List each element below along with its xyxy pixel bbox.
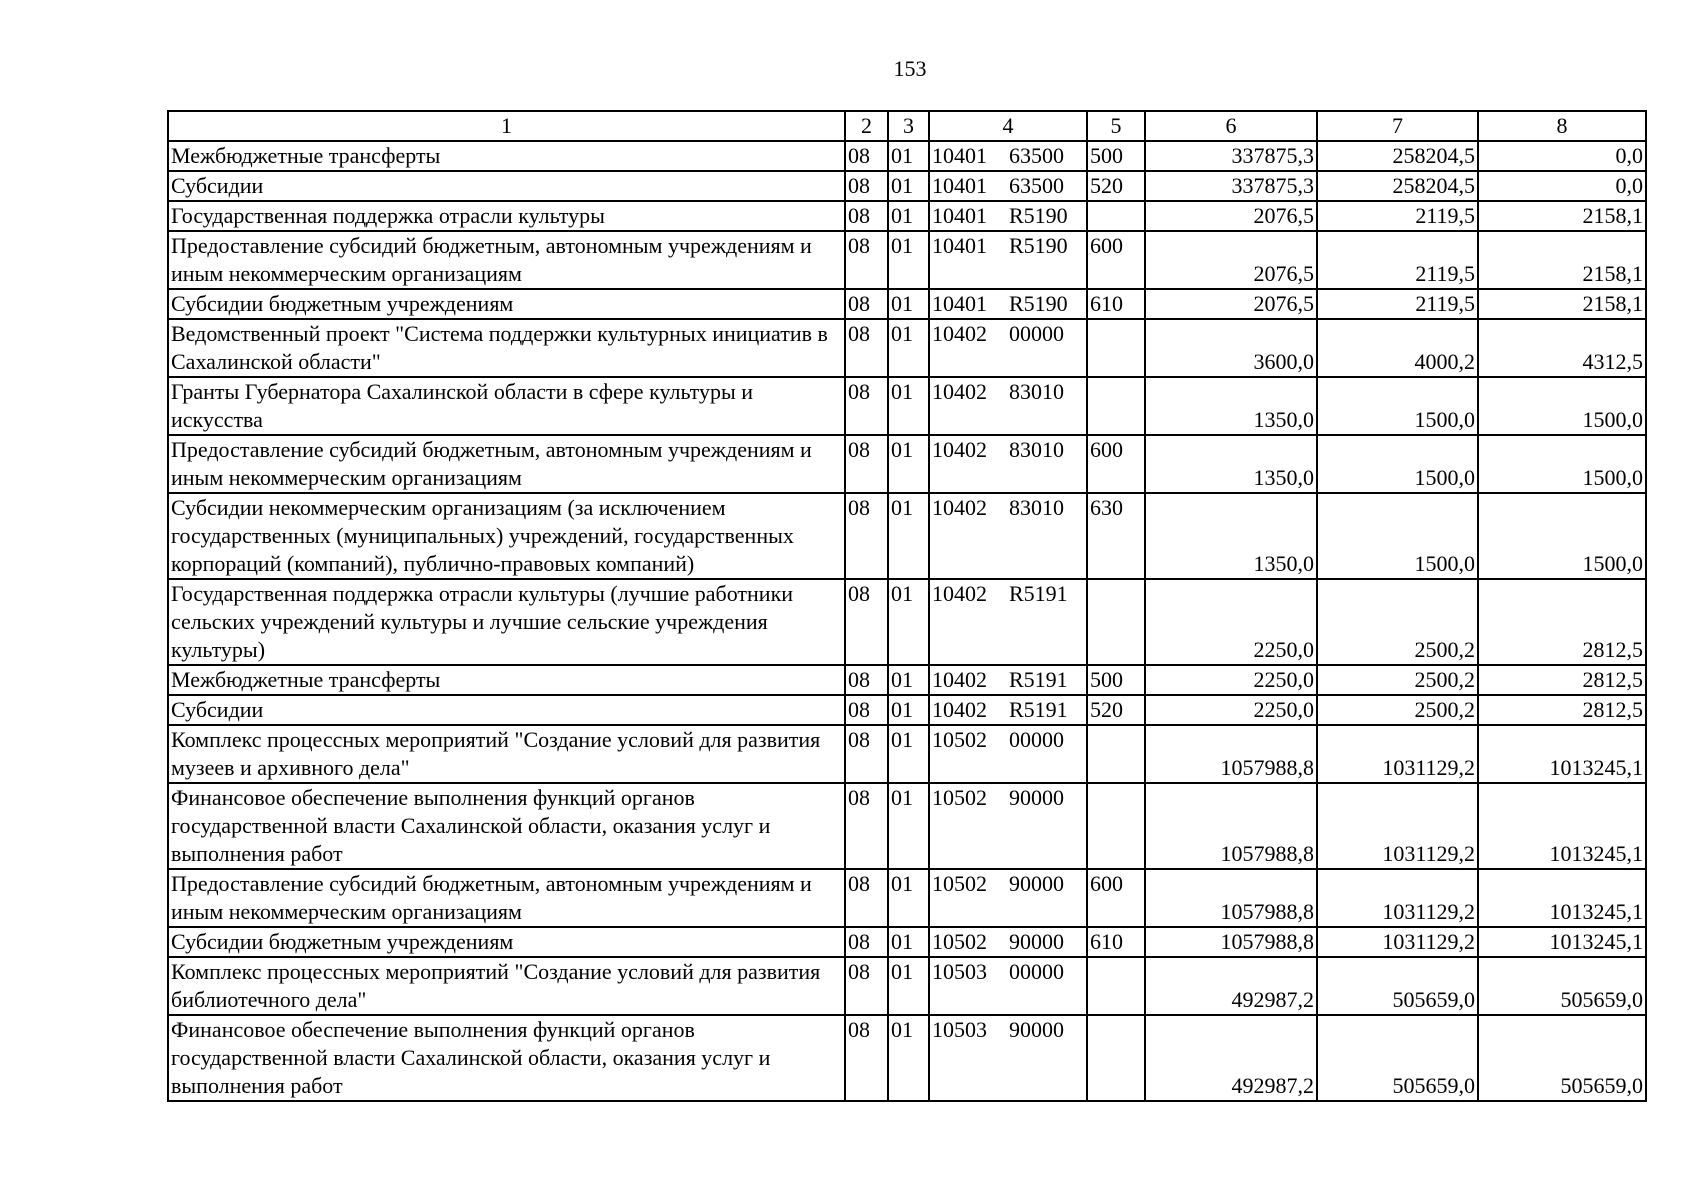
amount-col8: 2158,1 — [1478, 201, 1646, 231]
table-row — [168, 665, 1646, 695]
subsection-code: 01 — [888, 695, 929, 725]
expense-type-code: 610 — [1087, 927, 1145, 957]
amount-col7: 505659,0 — [1317, 957, 1478, 1015]
amount-col6: 1350,0 — [1145, 493, 1317, 579]
expense-type-code: 630 — [1087, 493, 1145, 579]
amount-col6: 1057988,8 — [1145, 927, 1317, 957]
subsection-code: 01 — [888, 783, 929, 869]
program-code-part: 10402 — [932, 437, 987, 462]
table-row — [168, 289, 1646, 319]
subsection-code: 01 — [888, 869, 929, 927]
amount-col7: 2119,5 — [1317, 201, 1478, 231]
amount-col6: 337875,3 — [1145, 171, 1317, 201]
expense-type-code: 610 — [1087, 289, 1145, 319]
direction-code-part: R5190 — [1009, 233, 1068, 258]
expense-type-code: 500 — [1087, 665, 1145, 695]
expense-type-code: 600 — [1087, 435, 1145, 493]
amount-col7: 1500,0 — [1317, 377, 1478, 435]
subsection-code: 01 — [888, 171, 929, 201]
direction-code-part: R5191 — [1009, 697, 1068, 722]
direction-code-part: 83010 — [1009, 495, 1064, 520]
expense-type-code — [1087, 725, 1145, 783]
row-name: Финансовое обеспечение выполнения функций органов государственной власти Сахалинской области, оказания услуг и выполнения работ — [168, 783, 845, 869]
direction-code-part: 63500 — [1009, 143, 1064, 168]
row-name: Финансовое обеспечение выполнения функций органов государственной власти Сахалинской области, оказания услуг и выполнения работ — [168, 1015, 845, 1101]
subsection-code: 01 — [888, 319, 929, 377]
program-code-part: 10402 — [932, 581, 987, 606]
subsection-code: 01 — [888, 377, 929, 435]
row-name: Предоставление субсидий бюджетным, автономным учреждениям и иным некоммерческим организациям — [168, 869, 845, 927]
amount-col8: 1013245,1 — [1478, 783, 1646, 869]
amount-col6: 2250,0 — [1145, 695, 1317, 725]
row-name: Гранты Губернатора Сахалинской области в сфере культуры и искусства — [168, 377, 845, 435]
amount-col7: 258204,5 — [1317, 171, 1478, 201]
program-code-part: 10401 — [932, 143, 987, 168]
amount-col6: 2076,5 — [1145, 231, 1317, 289]
section-code: 08 — [845, 231, 888, 289]
header-row — [168, 111, 1646, 141]
direction-code-part: 90000 — [1009, 785, 1064, 810]
amount-col6: 2076,5 — [1145, 289, 1317, 319]
amount-col6: 2250,0 — [1145, 579, 1317, 665]
program-code — [929, 141, 1087, 171]
table-row — [168, 725, 1646, 783]
table-row — [168, 319, 1646, 377]
amount-col7: 1031129,2 — [1317, 725, 1478, 783]
program-code — [929, 927, 1087, 957]
direction-code-part: R5191 — [1009, 667, 1068, 692]
program-code-part: 10502 — [932, 871, 987, 896]
row-name: Межбюджетные трансферты — [168, 141, 845, 171]
amount-col7: 1031129,2 — [1317, 927, 1478, 957]
section-code: 08 — [845, 141, 888, 171]
amount-col6: 492987,2 — [1145, 1015, 1317, 1101]
program-code-part: 10503 — [932, 959, 987, 984]
program-code-part: 10401 — [932, 291, 987, 316]
row-name: Субсидии — [168, 171, 845, 201]
amount-col6: 1057988,8 — [1145, 783, 1317, 869]
section-code: 08 — [845, 171, 888, 201]
subsection-code: 01 — [888, 1015, 929, 1101]
header-cell: 2 — [845, 111, 888, 141]
program-code-part: 10402 — [932, 495, 987, 520]
table-row — [168, 201, 1646, 231]
row-name: Ведомственный проект "Система поддержки культурных инициатив в Сахалинской области" — [168, 319, 845, 377]
table-row — [168, 695, 1646, 725]
amount-col7: 4000,2 — [1317, 319, 1478, 377]
expense-type-code: 520 — [1087, 695, 1145, 725]
direction-code-part: 00000 — [1009, 727, 1064, 752]
subsection-code: 01 — [888, 289, 929, 319]
table-row — [168, 957, 1646, 1015]
expense-type-code — [1087, 579, 1145, 665]
expense-type-code — [1087, 1015, 1145, 1101]
header-cell: 5 — [1087, 111, 1145, 141]
budget-table — [167, 110, 1647, 1102]
subsection-code: 01 — [888, 201, 929, 231]
program-code — [929, 231, 1087, 289]
section-code: 08 — [845, 927, 888, 957]
row-name: Предоставление субсидий бюджетным, автономным учреждениям и иным некоммерческим организациям — [168, 435, 845, 493]
program-code — [929, 695, 1087, 725]
subsection-code: 01 — [888, 141, 929, 171]
section-code: 08 — [845, 783, 888, 869]
direction-code-part: 63500 — [1009, 173, 1064, 198]
subsection-code: 01 — [888, 493, 929, 579]
amount-col7: 1500,0 — [1317, 493, 1478, 579]
program-code — [929, 957, 1087, 1015]
table-row — [168, 435, 1646, 493]
amount-col8: 505659,0 — [1478, 1015, 1646, 1101]
direction-code-part: 90000 — [1009, 871, 1064, 896]
row-name: Субсидии бюджетным учреждениям — [168, 927, 845, 957]
program-code — [929, 579, 1087, 665]
direction-code-part: R5190 — [1009, 203, 1068, 228]
header-cell: 8 — [1478, 111, 1646, 141]
subsection-code: 01 — [888, 957, 929, 1015]
amount-col7: 1031129,2 — [1317, 783, 1478, 869]
section-code: 08 — [845, 1015, 888, 1101]
table-row — [168, 783, 1646, 869]
program-code — [929, 289, 1087, 319]
program-code — [929, 435, 1087, 493]
expense-type-code — [1087, 319, 1145, 377]
section-code: 08 — [845, 201, 888, 231]
amount-col8: 0,0 — [1478, 141, 1646, 171]
expense-type-code — [1087, 377, 1145, 435]
amount-col8: 2812,5 — [1478, 665, 1646, 695]
amount-col7: 2500,2 — [1317, 665, 1478, 695]
header-cell: 7 — [1317, 111, 1478, 141]
row-name: Субсидии некоммерческим организациям (за исключением государственных (муниципальных) учреждений, государственных корпораций (компаний), публично-правовых компаний) — [168, 493, 845, 579]
amount-col8: 1500,0 — [1478, 493, 1646, 579]
section-code: 08 — [845, 869, 888, 927]
row-name: Государственная поддержка отрасли культуры (лучшие работники сельских учреждений культуры и лучшие сельские учреждения культуры) — [168, 579, 845, 665]
program-code-part: 10402 — [932, 697, 987, 722]
table-row — [168, 579, 1646, 665]
direction-code-part: 90000 — [1009, 929, 1064, 954]
amount-col8: 4312,5 — [1478, 319, 1646, 377]
program-code-part: 10402 — [932, 321, 987, 346]
expense-type-code: 600 — [1087, 869, 1145, 927]
subsection-code: 01 — [888, 665, 929, 695]
expense-type-code — [1087, 957, 1145, 1015]
program-code — [929, 319, 1087, 377]
program-code-part: 10401 — [932, 173, 987, 198]
amount-col8: 1013245,1 — [1478, 725, 1646, 783]
page-number: 153 — [893, 56, 927, 81]
amount-col8: 2812,5 — [1478, 579, 1646, 665]
section-code: 08 — [845, 957, 888, 1015]
row-name: Комплекс процессных мероприятий "Создание условий для развития музеев и архивного дела" — [168, 725, 845, 783]
program-code — [929, 783, 1087, 869]
program-code — [929, 377, 1087, 435]
header-cell: 3 — [888, 111, 929, 141]
amount-col6: 492987,2 — [1145, 957, 1317, 1015]
table-row — [168, 493, 1646, 579]
program-code-part: 10502 — [932, 727, 987, 752]
table-row — [168, 231, 1646, 289]
program-code-part: 10502 — [932, 929, 987, 954]
program-code — [929, 1015, 1087, 1101]
program-code — [929, 725, 1087, 783]
amount-col8: 2158,1 — [1478, 289, 1646, 319]
amount-col6: 1350,0 — [1145, 435, 1317, 493]
expense-type-code: 500 — [1087, 141, 1145, 171]
amount-col7: 2500,2 — [1317, 579, 1478, 665]
amount-col7: 1031129,2 — [1317, 869, 1478, 927]
section-code: 08 — [845, 665, 888, 695]
row-name: Предоставление субсидий бюджетным, автономным учреждениям и иным некоммерческим организациям — [168, 231, 845, 289]
table-row — [168, 171, 1646, 201]
subsection-code: 01 — [888, 435, 929, 493]
amount-col6: 337875,3 — [1145, 141, 1317, 171]
amount-col6: 3600,0 — [1145, 319, 1317, 377]
program-code — [929, 171, 1087, 201]
expense-type-code: 600 — [1087, 231, 1145, 289]
header-cell: 1 — [168, 111, 845, 141]
table-row — [168, 927, 1646, 957]
section-code: 08 — [845, 319, 888, 377]
expense-type-code: 520 — [1087, 171, 1145, 201]
table-row — [168, 869, 1646, 927]
table-row — [168, 141, 1646, 171]
subsection-code: 01 — [888, 927, 929, 957]
direction-code-part: 90000 — [1009, 1017, 1064, 1042]
program-code — [929, 493, 1087, 579]
table-row — [168, 377, 1646, 435]
section-code: 08 — [845, 493, 888, 579]
direction-code-part: 00000 — [1009, 321, 1064, 346]
program-code-part: 10502 — [932, 785, 987, 810]
section-code: 08 — [845, 695, 888, 725]
amount-col8: 505659,0 — [1478, 957, 1646, 1015]
direction-code-part: 83010 — [1009, 437, 1064, 462]
amount-col8: 1500,0 — [1478, 435, 1646, 493]
header-cell: 6 — [1145, 111, 1317, 141]
amount-col6: 2250,0 — [1145, 665, 1317, 695]
program-code — [929, 869, 1087, 927]
amount-col7: 2119,5 — [1317, 231, 1478, 289]
row-name: Межбюджетные трансферты — [168, 665, 845, 695]
amount-col8: 0,0 — [1478, 171, 1646, 201]
amount-col8: 1500,0 — [1478, 377, 1646, 435]
amount-col8: 2812,5 — [1478, 695, 1646, 725]
row-name: Государственная поддержка отрасли культуры — [168, 201, 845, 231]
amount-col6: 1350,0 — [1145, 377, 1317, 435]
section-code: 08 — [845, 435, 888, 493]
amount-col7: 1500,0 — [1317, 435, 1478, 493]
amount-col7: 505659,0 — [1317, 1015, 1478, 1101]
row-name: Комплекс процессных мероприятий "Создание условий для развития библиотечного дела" — [168, 957, 845, 1015]
program-code-part: 10503 — [932, 1017, 987, 1042]
program-code-part: 10402 — [932, 667, 987, 692]
expense-type-code — [1087, 783, 1145, 869]
row-name: Субсидии — [168, 695, 845, 725]
amount-col6: 2076,5 — [1145, 201, 1317, 231]
program-code-part: 10401 — [932, 233, 987, 258]
program-code — [929, 201, 1087, 231]
header-cell: 4 — [929, 111, 1087, 141]
amount-col7: 2119,5 — [1317, 289, 1478, 319]
amount-col8: 1013245,1 — [1478, 927, 1646, 957]
amount-col8: 2158,1 — [1478, 231, 1646, 289]
amount-col7: 2500,2 — [1317, 695, 1478, 725]
row-name: Субсидии бюджетным учреждениям — [168, 289, 845, 319]
program-code — [929, 665, 1087, 695]
amount-col6: 1057988,8 — [1145, 869, 1317, 927]
section-code: 08 — [845, 579, 888, 665]
amount-col7: 258204,5 — [1317, 141, 1478, 171]
subsection-code: 01 — [888, 725, 929, 783]
direction-code-part: R5190 — [1009, 291, 1068, 316]
direction-code-part: 83010 — [1009, 379, 1064, 404]
direction-code-part: R5191 — [1009, 581, 1068, 606]
section-code: 08 — [845, 725, 888, 783]
amount-col8: 1013245,1 — [1478, 869, 1646, 927]
expense-type-code — [1087, 201, 1145, 231]
table-body — [168, 141, 1646, 1101]
section-code: 08 — [845, 289, 888, 319]
subsection-code: 01 — [888, 231, 929, 289]
table-row — [168, 1015, 1646, 1101]
program-code-part: 10401 — [932, 203, 987, 228]
program-code-part: 10402 — [932, 379, 987, 404]
section-code: 08 — [845, 377, 888, 435]
amount-col6: 1057988,8 — [1145, 725, 1317, 783]
direction-code-part: 00000 — [1009, 959, 1064, 984]
subsection-code: 01 — [888, 579, 929, 665]
